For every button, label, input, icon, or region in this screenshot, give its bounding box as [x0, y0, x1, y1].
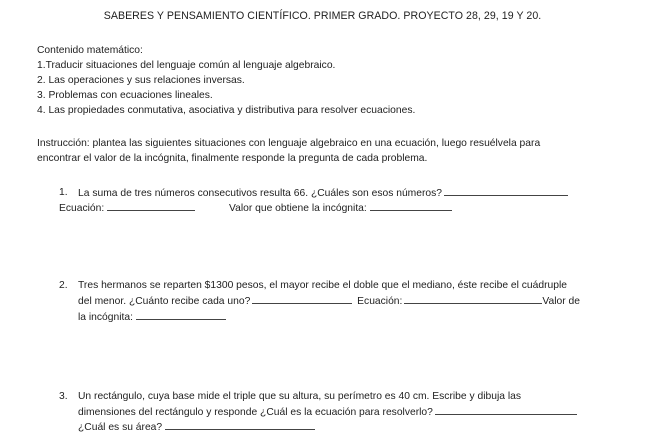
problem-3-line-3 — [78, 420, 315, 434]
problem-2-answer-blank[interactable] — [252, 294, 352, 304]
problem-2-equation-label: Ecuación: — [357, 296, 403, 307]
content-item-3: 3. Problemas con ecuaciones lineales. — [37, 90, 213, 101]
problem-1-equation-label: Ecuación: — [59, 203, 105, 214]
content-item-2: 2. Las operaciones y sus relaciones inversas. — [37, 75, 245, 86]
content-item-4: 4. Las propiedades conmutativa, asociativa y distributiva para resolver ecuaciones. — [37, 105, 416, 116]
problem-3-question: dimensiones del rectángulo y responde ¿Cuál es la ecuación para resolverlo? — [78, 407, 433, 418]
problem-1-answer-blank[interactable] — [444, 186, 568, 196]
problem-3-area-blank[interactable] — [165, 420, 315, 430]
problem-2-line-1: Tres hermanos se reparten $1300 pesos, el mayor recibe el doble que el mediano, éste recibe el cuádruple — [78, 280, 568, 291]
content-item-1: 1.Traducir situaciones del lenguaje común al lenguaje algebraico. — [37, 60, 336, 71]
problem-2-value-label-b: la incógnita: — [78, 312, 133, 323]
problem-1-value-blank[interactable] — [370, 201, 452, 211]
problem-3-equation-blank[interactable] — [435, 405, 577, 415]
page-title: SABERES Y PENSAMIENTO CIENTÍFICO. PRIMER GRADO. PROYECTO 28, 29, 19 Y 20. — [103, 10, 542, 22]
problem-2-question: del menor. ¿Cuánto recibe cada uno? — [78, 296, 251, 307]
problem-1-equation-row — [59, 201, 195, 215]
problem-2-equation-blank[interactable] — [404, 294, 542, 304]
problem-1-value-row — [229, 201, 452, 215]
problem-1-number: 1. — [59, 187, 68, 198]
problem-1-question — [78, 186, 568, 200]
content-heading: Contenido matemático: — [37, 45, 143, 56]
problem-3-area-question: ¿Cuál es su área? — [78, 422, 163, 433]
problem-3-line-2 — [78, 405, 577, 419]
problem-2-line-3 — [78, 310, 226, 324]
problem-2-value-label-a: Valor de — [542, 296, 580, 307]
problem-1-text: La suma de tres números consecutivos resulta 66. ¿Cuáles son esos números? — [78, 188, 443, 199]
instruction-line-1: Instrucción: plantea las siguientes situaciones con lenguaje algebraico en una ecuación, luego resuélvela para — [37, 138, 541, 149]
problem-1-equation-blank[interactable] — [107, 201, 195, 211]
problem-3-number: 3. — [59, 391, 68, 402]
instruction-line-2: encontrar el valor de la incógnita, finalmente responde la pregunta de cada problema. — [37, 153, 428, 164]
problem-2-value-blank[interactable] — [136, 310, 226, 320]
problem-1-value-label: Valor que obtiene la incógnita: — [229, 203, 367, 214]
problem-2-line-2 — [78, 294, 580, 308]
problem-3-line-1: Un rectángulo, cuya base mide el triple que su altura, su perímetro es 40 cm. Escribe y dibuja las — [78, 391, 521, 402]
problem-2-number: 2. — [59, 280, 68, 291]
